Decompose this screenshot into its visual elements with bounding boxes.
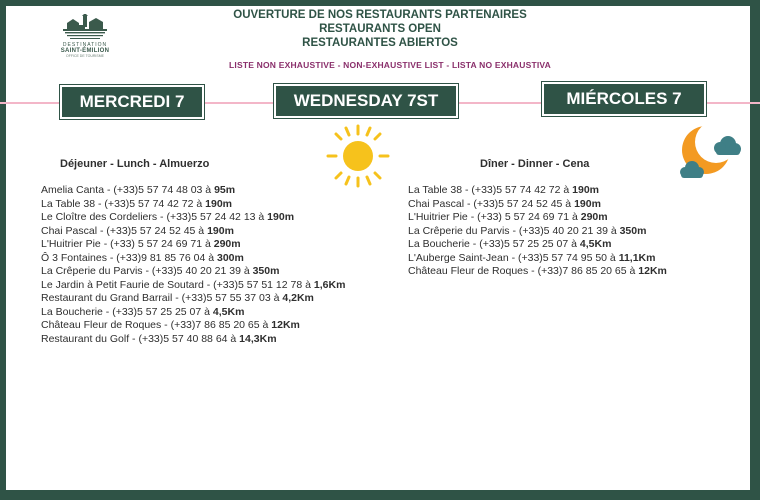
dinner-item xyxy=(408,225,667,239)
lunch-item xyxy=(41,198,345,212)
day-badge-fr: MERCREDI 7 xyxy=(60,85,204,119)
lunch-item-text: Chai Pascal - (+33)5 57 24 52 45 à xyxy=(41,224,208,237)
lunch-item-text: La Table 38 - (+33)5 57 74 42 72 à xyxy=(41,197,206,210)
dinner-item-text: La Crêperie du Parvis - (+33)5 40 20 21 39 à xyxy=(408,224,620,237)
day-badge-es: MIÉRCOLES 7 xyxy=(542,82,706,116)
lunch-item-text: La Crêperie du Parvis - (+33)5 40 20 21 39 à xyxy=(41,265,253,277)
day-badge-en: WEDNESDAY 7ST xyxy=(274,84,458,118)
title-fr: OUVERTURE DE NOS RESTAURANTS PARTENAIRES xyxy=(233,9,527,21)
lunch-item xyxy=(41,211,345,225)
dinner-item-text: L'Huitrier Pie - (+33) 5 57 24 69 71 à xyxy=(408,211,581,223)
lunch-item xyxy=(41,238,345,252)
dinner-item-text: Chai Pascal - (+33)5 57 24 52 45 à xyxy=(408,197,575,210)
dinner-item-text: Château Fleur de Roques - (+33)7 86 85 20 65 à xyxy=(408,265,639,277)
dinner-section-title: Dîner - Dinner - Cena xyxy=(480,158,590,170)
dinner-item xyxy=(408,265,667,279)
lunch-item xyxy=(41,184,345,198)
lunch-item xyxy=(41,252,345,266)
lunch-item xyxy=(41,306,345,320)
dinner-item xyxy=(408,252,667,266)
dinner-item-distance: 4,5Km xyxy=(579,238,612,250)
lunch-item xyxy=(41,319,345,333)
lunch-item-distance: 12Km xyxy=(271,319,300,331)
lunch-item-distance: 190m xyxy=(205,197,232,210)
lunch-item-text: Amelia Canta - (+33)5 57 74 48 03 à xyxy=(41,184,215,196)
logo-line-destination: DESTINATION xyxy=(62,42,108,48)
header-titles xyxy=(0,8,760,50)
lunch-item-distance: 4,5Km xyxy=(212,305,245,318)
dinner-item xyxy=(408,184,667,198)
dinner-item-distance: 350m xyxy=(619,224,647,237)
lunch-item-text: Le Cloître des Cordeliers - (+33)5 57 24 42 13 à xyxy=(41,211,268,223)
dinner-item-text: L'Auberge Saint-Jean - (+33)5 57 74 95 50 à xyxy=(408,251,619,264)
lunch-item-distance: 300m xyxy=(217,251,244,264)
dinner-item-distance: 12Km xyxy=(638,265,667,277)
dinner-item-distance: 190m xyxy=(572,184,599,196)
moon-clouds-icon xyxy=(676,120,746,189)
dinner-item xyxy=(408,238,667,252)
lunch-item-text: Restaurant du Golf - (+33)5 57 40 88 64 à xyxy=(41,332,240,345)
dinner-item-text: La Table 38 - (+33)5 57 74 42 72 à xyxy=(408,184,573,196)
dinner-item xyxy=(408,198,667,212)
dinner-item-distance: 11,1Km xyxy=(618,251,656,264)
dinner-item xyxy=(408,211,667,225)
lunch-item-distance: 95m xyxy=(214,184,236,196)
lunch-item xyxy=(41,292,345,306)
lunch-section-title: Déjeuner - Lunch - Almuerzo xyxy=(60,158,210,170)
lunch-item-text: Château Fleur de Roques - (+33)7 86 85 20 65 à xyxy=(41,319,272,331)
title-es: RESTAURANTES ABIERTOS xyxy=(302,37,458,49)
lunch-item xyxy=(41,265,345,279)
lunch-item-text: Le Jardin à Petit Faurie de Soutard - (+33)5 57 51 12 78 à xyxy=(41,278,314,291)
lunch-item-distance: 4,2Km xyxy=(282,292,314,304)
lunch-item-distance: 290m xyxy=(213,238,241,250)
dinner-item-distance: 190m xyxy=(574,197,601,210)
logo-line-saint-emilion: SAINT-ÉMILION xyxy=(60,48,110,54)
logo-line-office: OFFICE DE TOURISME xyxy=(66,54,104,58)
lunch-item xyxy=(41,279,345,293)
lunch-item-distance: 190m xyxy=(267,211,295,223)
lunch-item xyxy=(41,333,345,347)
lunch-item-text: L'Huitrier Pie - (+33) 5 57 24 69 71 à xyxy=(41,238,214,250)
subtitle-non-exhaustive: LISTE NON EXHAUSTIVE - NON-EXHAUSTIVE LIST - LISTA NO EXHAUSTIVA xyxy=(229,60,551,70)
lunch-item xyxy=(41,225,345,239)
lunch-item-distance: 14,3Km xyxy=(239,332,277,345)
lunch-item-text: La Boucherie - (+33)5 57 25 25 07 à xyxy=(41,305,213,318)
lunch-item-distance: 350m xyxy=(252,265,280,277)
dinner-item-distance: 290m xyxy=(580,211,608,223)
dinner-restaurant-list xyxy=(408,184,667,279)
title-en: RESTAURANTS OPEN xyxy=(319,23,441,35)
sun-icon xyxy=(326,124,390,193)
lunch-item-distance: 1,6Km xyxy=(313,278,346,291)
dinner-item-text: La Boucherie - (+33)5 57 25 25 07 à xyxy=(408,238,580,250)
lunch-item-text: Restaurant du Grand Barrail - (+33)5 57 55 37 03 à xyxy=(41,292,283,304)
lunch-item-distance: 190m xyxy=(207,224,234,237)
lunch-item-text: Ô 3 Fontaines - (+33)9 81 85 76 04 à xyxy=(41,251,217,264)
lunch-restaurant-list xyxy=(41,184,345,346)
